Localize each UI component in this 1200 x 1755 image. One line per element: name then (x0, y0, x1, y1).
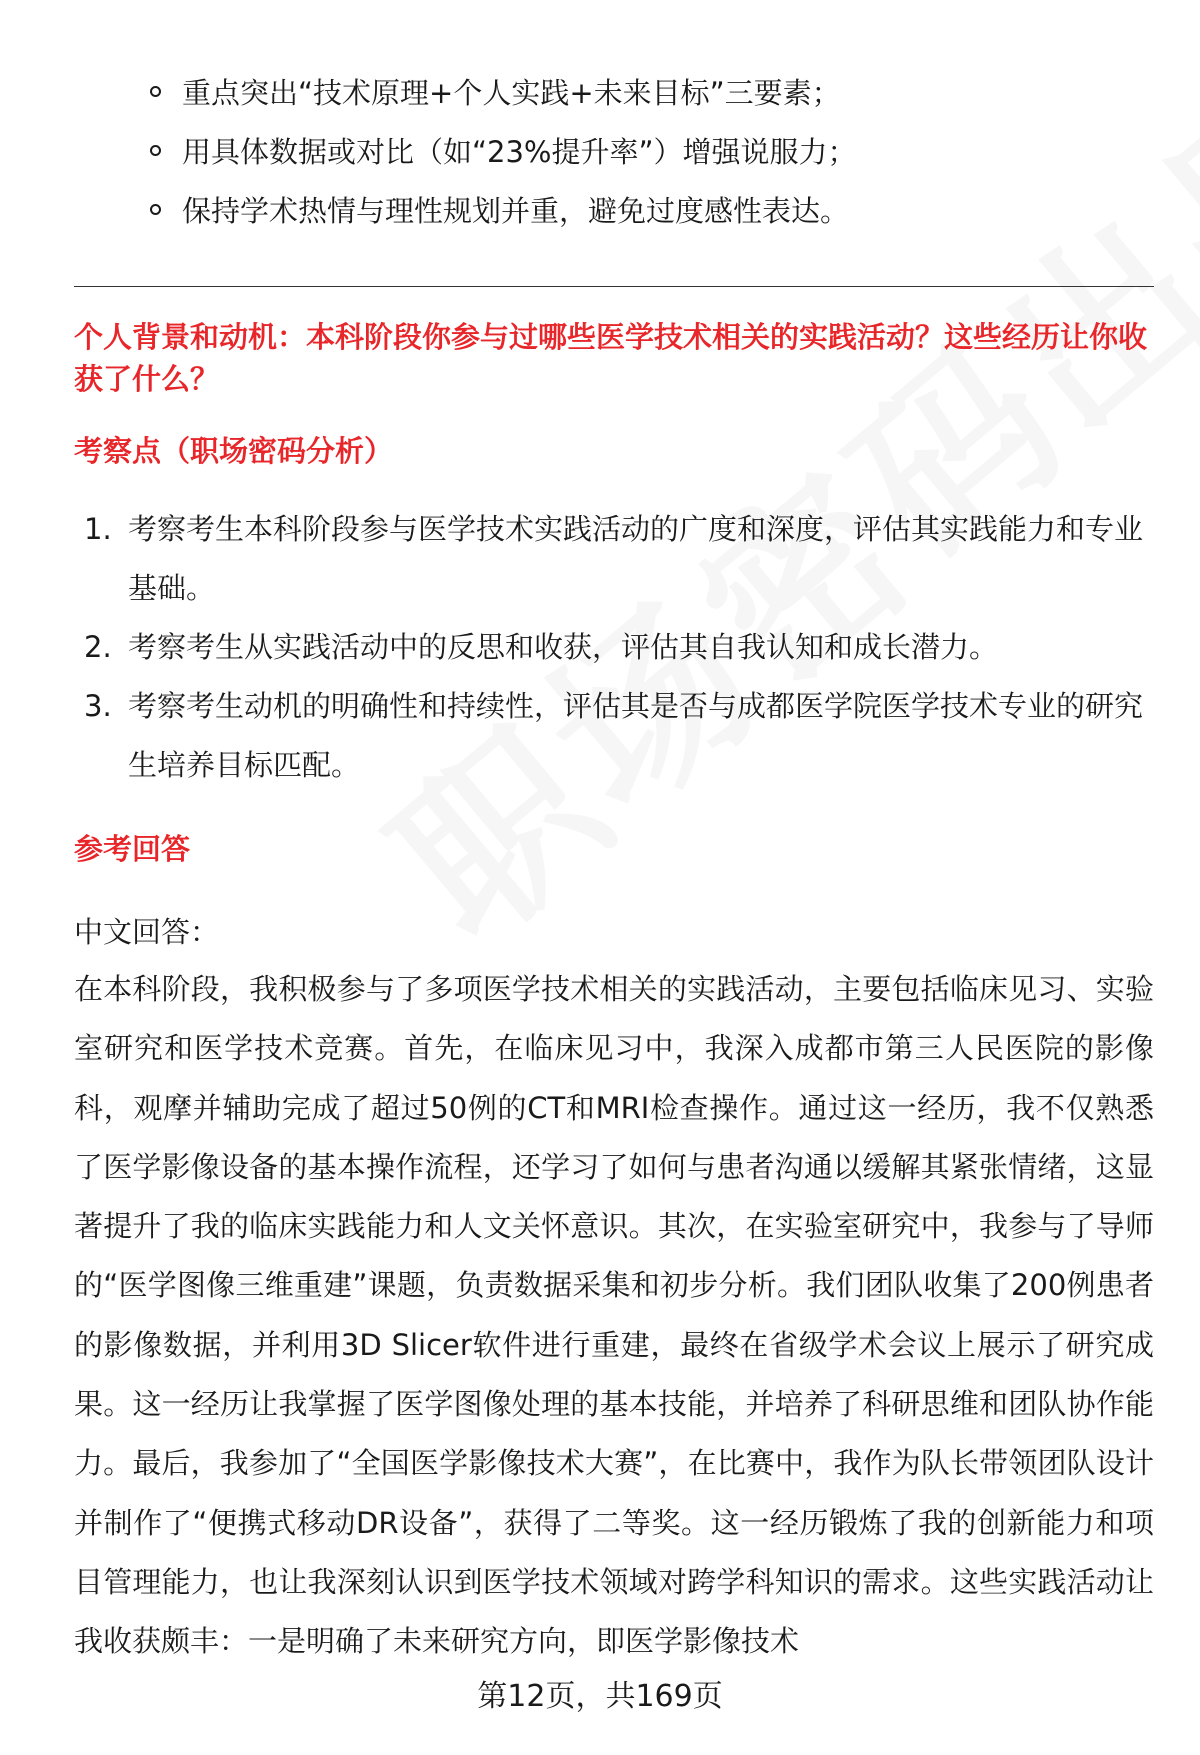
tips-bullet-list (150, 64, 1150, 241)
reference-answer-heading: 参考回答 (74, 832, 191, 866)
circle-bullet-icon (150, 86, 161, 97)
exam-points-heading: 考察点（职场密码分析） (74, 434, 394, 468)
bullet-item: 保持学术热情与理性规划并重，避免过度感性表达。 (150, 182, 1150, 241)
bullet-item: 重点突出“技术原理+个人实践+未来目标”三要素； (150, 64, 1150, 123)
circle-bullet-icon (150, 204, 161, 215)
exam-points-list (84, 500, 1154, 795)
list-item: 1. 考察考生本科阶段参与医学技术实践活动的广度和深度，评估其实践能力和专业基础。 (84, 512, 1144, 605)
circle-bullet-icon (150, 145, 161, 156)
answer-paragraph: 在本科阶段，我积极参与了多项医学技术相关的实践活动，主要包括临床见习、实验室研究和医学技术竞赛。首先，在临床见习中，我深入成都市第三人民医院的影像科，观摩并辅助完成了超过50例的CT和MRI检查操作。通过这一经历，我不仅熟悉了医学影像设备的基本操作流程，还学习了如何与患者沟通以缓解其紧张情绪，这显著提升了我的临床实践能力和人文关怀意识。其次，在实验室研究中，我参与了导师的“医学图像三维重建”课题，负责数据采集和初步分析。我们团队收集了200例患者的影像数据，并利用3D Slicer软件进行重建，最终在省级学术会议上展示了研究成果。这一经历让我掌握了医学图像处理的基本技能，并培养了科研思维和团队协作能力。最后，我参加了“全国医学影像技术大赛”，在比赛中，我作为队长带领团队设计并制作了“便携式移动DR设备”，获得了二等奖。这一经历锻炼了我的创新能力和项目管理能力，也让我深刻认识到医学技术领域对跨学科知识的需求。这些实践活动让我收获颇丰：一是明确了未来研究方向，即医学影像技术 (74, 972, 1154, 1659)
section-divider (74, 286, 1154, 287)
chinese-answer-label: 中文回答： (74, 915, 220, 949)
page-number-footer: 第12页，共169页 (477, 1679, 723, 1714)
list-item: 3. 考察考生动机的明确性和持续性，评估其是否与成都医学院医学技术专业的研究生培养目标匹配。 (84, 689, 1144, 782)
list-item: 2. 考察考生从实践活动中的反思和收获，评估其自我认知和成长潜力。 (84, 630, 999, 664)
bullet-item: 用具体数据或对比（如“23%提升率”）增强说服力； (150, 123, 1150, 182)
question-heading: 个人背景和动机：本科阶段你参与过哪些医学技术相关的实践活动？这些经历让你收获了什么？ (74, 320, 1148, 396)
